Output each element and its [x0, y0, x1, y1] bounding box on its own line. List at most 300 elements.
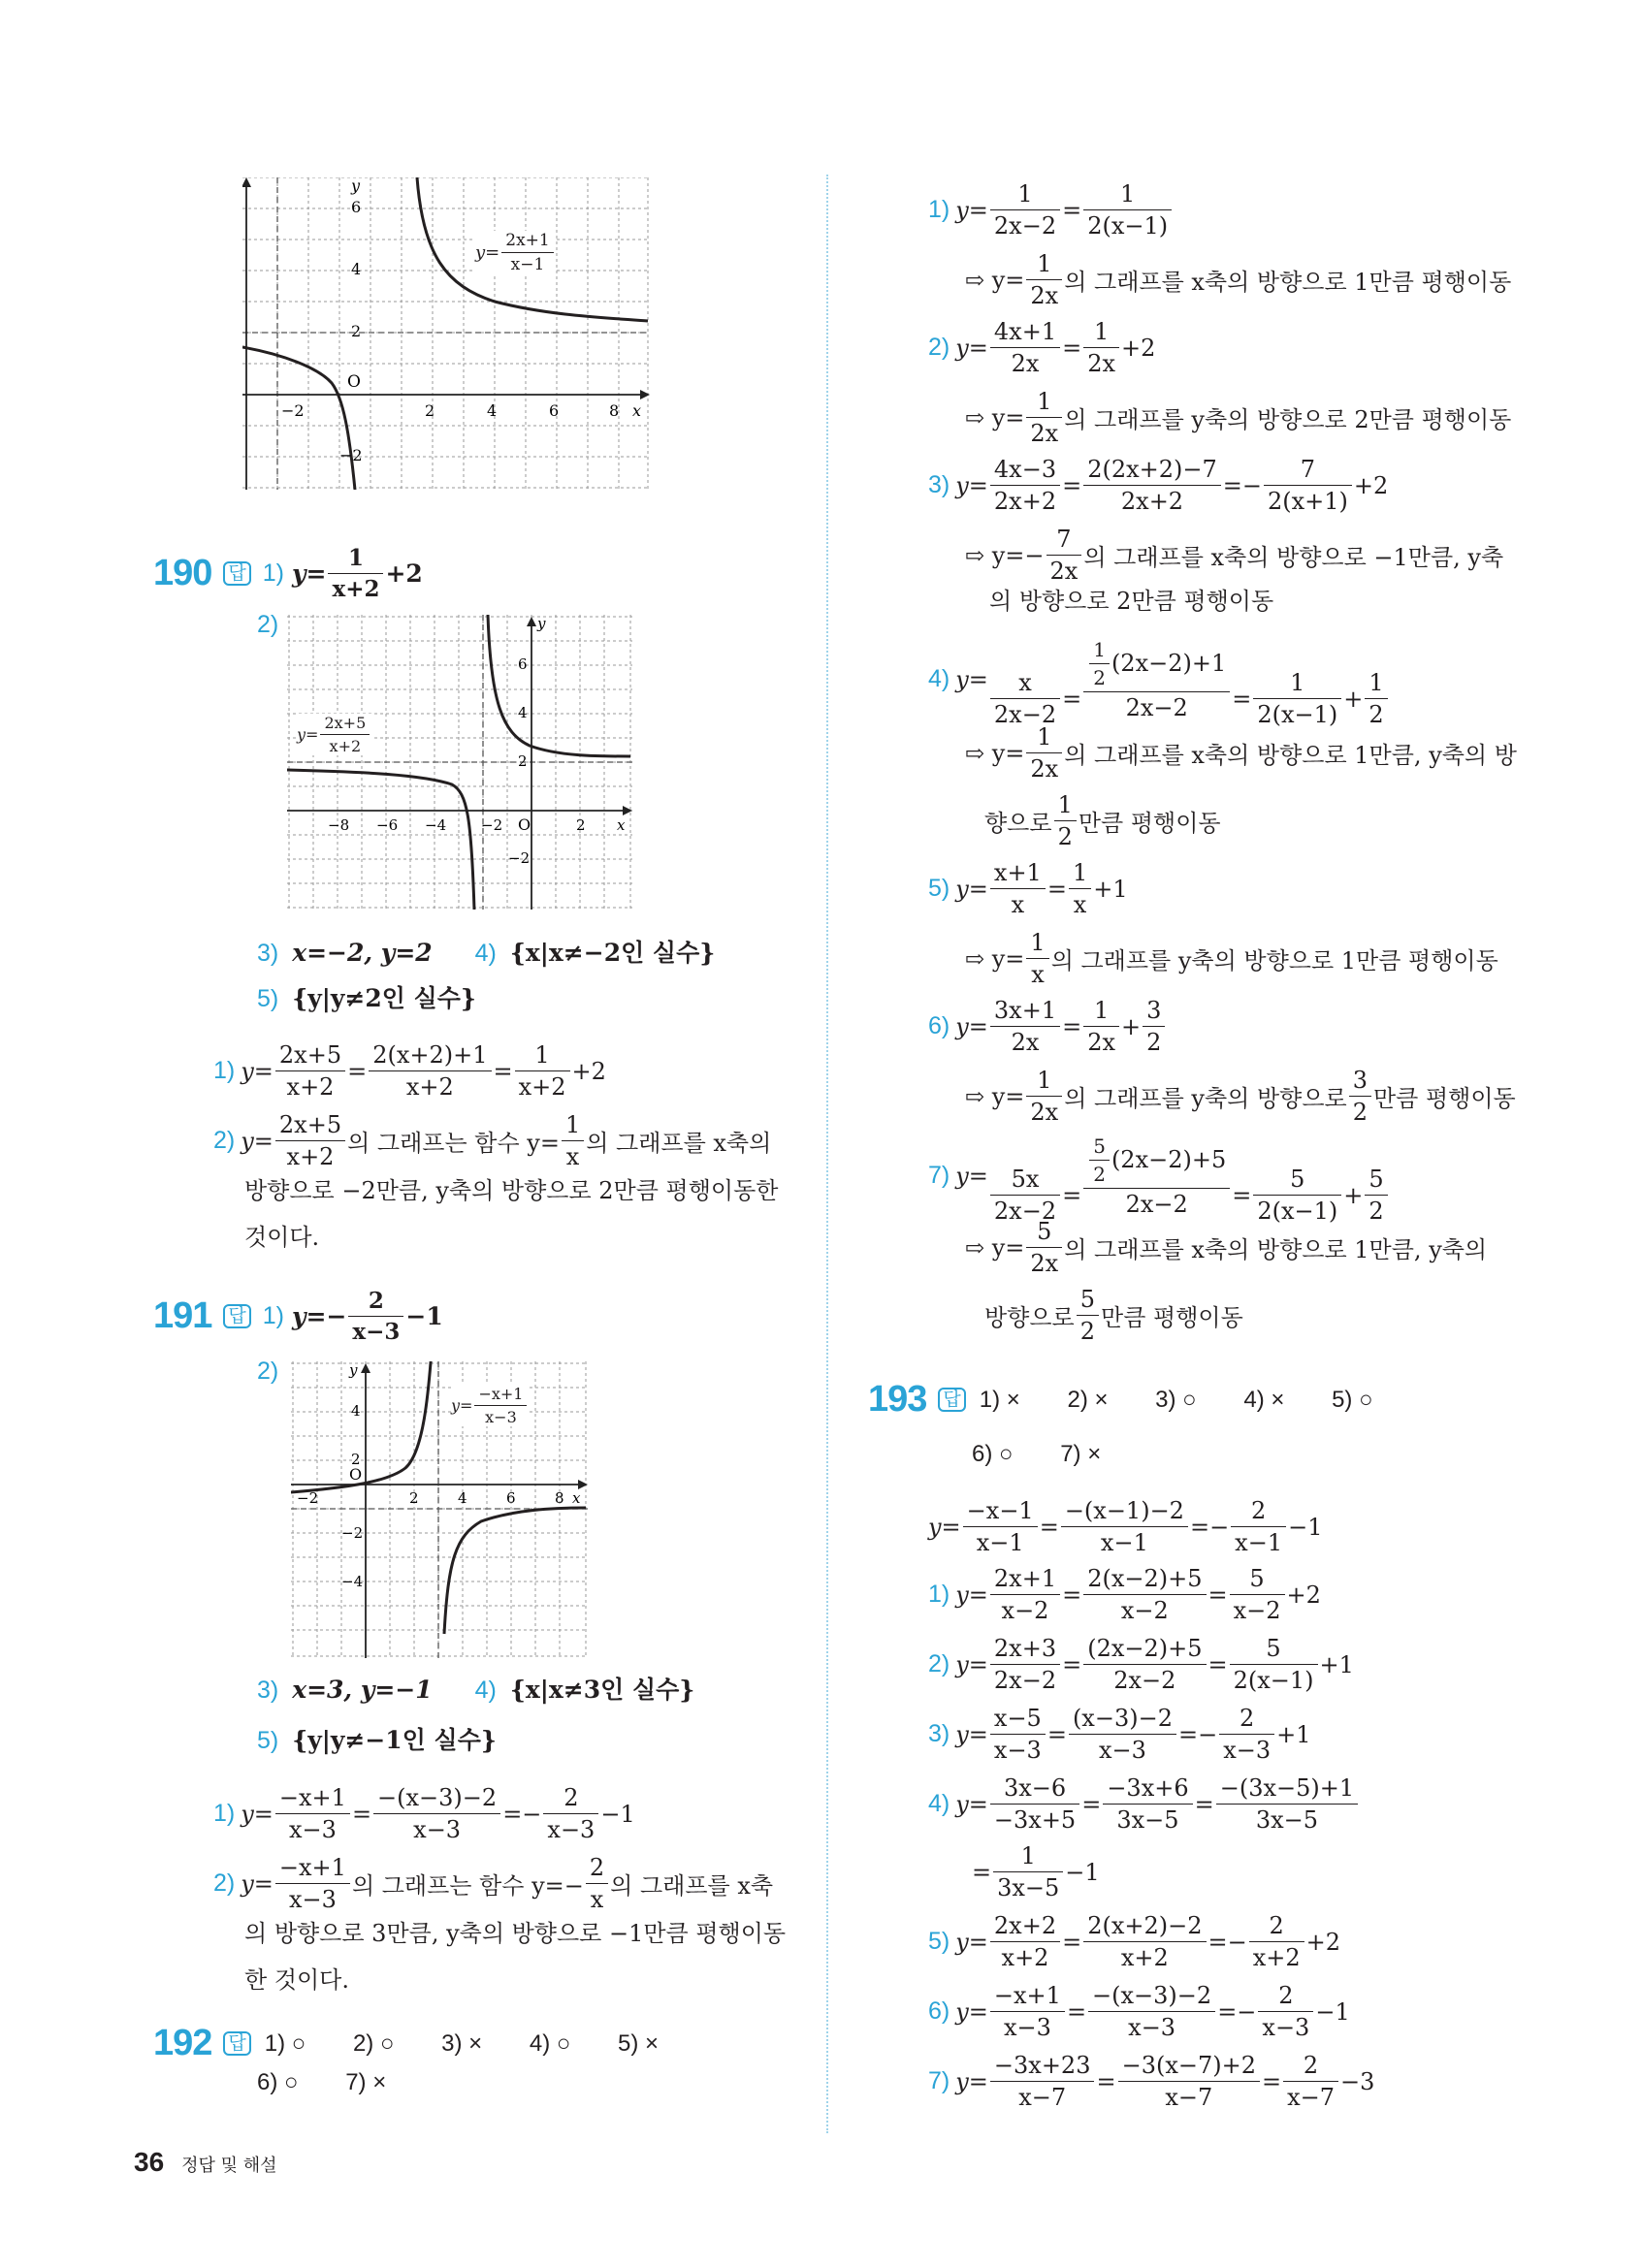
frac-num: 1	[990, 180, 1060, 210]
frac-num: 2(x−2)+5	[1083, 1565, 1206, 1595]
equals: =	[972, 1858, 992, 1886]
answer-badge: 답	[223, 2031, 250, 2057]
frac-num: 2(x+2)+1	[369, 1041, 491, 1071]
q192-s1-result	[965, 250, 1511, 309]
text: 의 그래프를 x축의	[586, 1130, 772, 1157]
equals: =	[1096, 2067, 1116, 2095]
frac-num: −(x−1)−2	[1061, 1497, 1188, 1527]
frac-den: x−3	[1262, 2014, 1310, 2041]
frac-num: 3x+1	[990, 997, 1060, 1027]
q192-s7-result-2	[984, 1286, 1243, 1345]
xtick: −2	[297, 1489, 319, 1507]
frac-den: x−7	[1287, 2084, 1336, 2111]
frac-den: 2(x−1)	[1087, 212, 1169, 240]
page-footer	[134, 2147, 277, 2178]
equals: =	[1062, 196, 1082, 224]
frac-num: 1	[562, 1111, 584, 1141]
equals: =	[1062, 1181, 1082, 1209]
suffix: −1	[600, 1800, 635, 1828]
frac-den: 2x	[1087, 350, 1116, 377]
explain-label: 7)	[928, 1162, 950, 1189]
equals: =	[1207, 1650, 1228, 1678]
frac-den: x−2	[1120, 1597, 1169, 1624]
q192-s4-result	[965, 723, 1517, 783]
text: (2x−2)+1	[1111, 650, 1227, 677]
frac-num: 1	[1026, 929, 1048, 959]
equals: =	[1194, 1790, 1214, 1818]
q190-answers-3-4	[257, 941, 715, 966]
frac-num: −x+1	[990, 1982, 1065, 2012]
plus: +	[1343, 685, 1364, 713]
answer-badge: 답	[938, 1388, 965, 1413]
frac-num: 1	[1083, 997, 1119, 1027]
equals: =	[1207, 1581, 1228, 1609]
q193-t4	[928, 1774, 1360, 1834]
answer-mark: 7) ×	[1060, 1441, 1102, 1467]
frac-den: x−7	[1018, 2084, 1067, 2111]
frac-num: 3	[1349, 1067, 1371, 1097]
ytick: −2	[339, 446, 363, 464]
frac-num: 1	[1083, 318, 1119, 348]
q192-s1	[928, 180, 1174, 240]
frac-den: 2x−2	[1113, 1667, 1176, 1694]
answer-mark: 5) ○	[1332, 1386, 1373, 1413]
frac-den: x−3	[288, 1816, 337, 1843]
frac-den: 2(x−1)	[1233, 1667, 1314, 1694]
explain-label: 2)	[928, 1650, 950, 1677]
frac-den: x	[1073, 891, 1087, 918]
frac-den: 2	[1352, 1099, 1368, 1126]
equals: =	[1066, 1997, 1087, 2026]
suffix: +1	[1093, 875, 1128, 903]
text: 만큼 평행이동	[1078, 810, 1221, 837]
equals: =	[1189, 1513, 1210, 1541]
explain-label: 1)	[213, 1057, 236, 1084]
ytick: −2	[341, 1524, 364, 1542]
ytick: 2	[351, 322, 362, 340]
frac-den: x	[1031, 961, 1045, 988]
text: (2x−2)+5	[1111, 1146, 1227, 1173]
frac-den: 2	[1146, 1029, 1162, 1056]
frac-num: 5	[1089, 1134, 1110, 1161]
frac-num: 5	[1230, 1565, 1285, 1595]
q192-s5	[928, 859, 1128, 918]
frac-num: 7	[1264, 456, 1352, 486]
answer-5: {y|y≠2인 실수}	[292, 984, 476, 1012]
frac-den: x+2	[1001, 1944, 1049, 1971]
curve-label-prefix: y=	[297, 725, 319, 744]
answer-mark: 2) ○	[352, 2029, 395, 2057]
xtick: 2	[425, 401, 435, 420]
explain-label: 5)	[928, 1928, 950, 1955]
frac-num: 2	[1231, 1497, 1286, 1527]
ytick: −2	[508, 849, 531, 867]
graph-top-curve-label	[475, 231, 556, 274]
answer-1-den: x−3	[352, 1319, 401, 1345]
equals: =	[1039, 1513, 1059, 1541]
frac-den: 2x	[1030, 1250, 1059, 1277]
suffix: +1	[1276, 1720, 1311, 1748]
explain-label: 4)	[928, 665, 950, 692]
frac-num: −x+1	[275, 1784, 350, 1814]
frac-den: 2x	[1049, 558, 1079, 585]
frac-num: 2(x+2)−2	[1083, 1912, 1206, 1942]
equals: =	[1207, 1928, 1228, 1956]
frac-num: 1	[1026, 1067, 1062, 1097]
answer-2-label: 2)	[257, 611, 279, 638]
text: 만큼 평행이동	[1372, 1085, 1516, 1112]
arrow-prefix: ⇨ y=	[965, 944, 1025, 973]
frac-den: 2(x−1)	[1257, 701, 1338, 728]
sign: −	[1241, 471, 1262, 499]
suffix: +2	[1353, 471, 1389, 499]
answer-4-label: 4)	[474, 1677, 497, 1704]
answer-3-label: 3)	[257, 940, 279, 967]
answer-3-label: 3)	[257, 1677, 279, 1704]
answer-1-suffix: +2	[385, 559, 423, 588]
answer-mark: 3) ×	[441, 2029, 483, 2057]
frac-den: 2	[1368, 1198, 1384, 1225]
frac-num: 7	[1046, 526, 1082, 556]
equals: =	[1261, 2067, 1282, 2095]
frac-den: 2x+2	[993, 488, 1057, 515]
frac-num: 1	[1083, 180, 1172, 210]
frac-den: 2	[1079, 1318, 1096, 1345]
frac-num: 5	[1365, 1166, 1387, 1196]
q191-answer-5	[257, 1728, 497, 1753]
lhs: y=	[955, 1790, 988, 1818]
equals: =	[1217, 1997, 1238, 2026]
q192-s2-result	[965, 388, 1511, 447]
xtick: −6	[376, 816, 399, 834]
frac-den: x−7	[1165, 2084, 1213, 2111]
answer-1-suffix: −1	[405, 1302, 443, 1330]
ytick: 2	[351, 1451, 361, 1468]
answer-mark: 2) ×	[1067, 1386, 1109, 1413]
frac-num: (x−3)−2	[1069, 1705, 1176, 1735]
q192-s6	[928, 997, 1167, 1056]
lhs: y=	[955, 471, 988, 499]
frac-num: 1	[1026, 388, 1062, 418]
frac-num: 2	[1283, 2052, 1338, 2082]
explain-label: 5)	[928, 875, 950, 902]
frac-den: 2	[1093, 1162, 1106, 1186]
question-number: 191	[153, 1295, 212, 1336]
xtick: 6	[549, 401, 560, 420]
lhs: y=	[241, 1057, 274, 1085]
q191-answers-3-4	[257, 1677, 694, 1703]
q192-header	[153, 2023, 699, 2064]
sign: −	[1198, 1720, 1218, 1748]
sign: −	[522, 1800, 542, 1828]
arrow-prefix: ⇨ y=	[965, 266, 1025, 294]
equals: =	[1081, 1790, 1102, 1818]
equals: =	[1232, 1181, 1252, 1209]
suffix: −1	[1288, 1513, 1323, 1541]
graph-191-curve-label	[451, 1385, 529, 1426]
answer-5-label: 5)	[257, 985, 279, 1012]
xtick: −2	[481, 816, 503, 834]
question-number: 193	[868, 1379, 927, 1420]
q193-general	[928, 1497, 1322, 1556]
suffix: +2	[1121, 334, 1156, 362]
frac-num: 2	[543, 1784, 598, 1814]
q192-s4-result-2	[984, 791, 1221, 850]
xtick: 4	[458, 1489, 467, 1507]
lhs: y=	[241, 1127, 274, 1155]
xtick: −2	[281, 401, 305, 420]
frac-den: x−1	[1235, 1529, 1283, 1556]
text: 의 그래프는 함수 y=	[347, 1130, 560, 1157]
suffix: −1	[1065, 1858, 1100, 1886]
frac-den: x−3	[1223, 1737, 1272, 1764]
curve-right-branch	[488, 615, 630, 756]
explain-label: 2)	[213, 1127, 236, 1154]
frac-den: 2x−2	[1125, 693, 1188, 721]
curve-label-num: 2x+5	[320, 714, 370, 735]
question-number: 192	[153, 2023, 212, 2063]
frac-num: 2x+5	[275, 1041, 345, 1071]
suffix: +1	[1319, 1650, 1354, 1678]
answer-3: x=−2, y=2	[292, 939, 433, 967]
frac-num: −(3x−5)+1	[1216, 1774, 1358, 1805]
xtick: −4	[425, 816, 447, 834]
axis-y-label: y	[537, 615, 546, 632]
explain-label: 3)	[928, 1720, 950, 1747]
xtick: 2	[576, 816, 586, 834]
frac-den: x−3	[1128, 2014, 1176, 2041]
frac-num: 5	[1026, 1218, 1062, 1248]
answer-1-den: x+2	[332, 576, 380, 602]
frac-num: 1	[1253, 669, 1341, 699]
lhs: y=	[955, 334, 988, 362]
frac-den: 3x−5	[997, 1874, 1060, 1901]
lhs: y=	[955, 665, 988, 693]
arrow-prefix: ⇨ y=	[965, 1233, 1025, 1262]
frac-num: 2	[1249, 1912, 1304, 1942]
frac-den: x	[1011, 891, 1025, 918]
q190-header	[153, 545, 423, 602]
answer-badge: 답	[223, 561, 250, 587]
page-number: 36	[134, 2147, 165, 2177]
frac-den: x+2	[1252, 1944, 1301, 1971]
answer-2-label: 2)	[257, 1358, 279, 1385]
curve-label-prefix: y=	[451, 1396, 473, 1415]
frac-den: 2x	[1030, 1099, 1059, 1126]
explain-label: 1)	[213, 1800, 236, 1827]
axis-y-label: y	[351, 177, 361, 195]
equals: =	[347, 1057, 368, 1085]
frac-den: −3x+5	[993, 1806, 1077, 1834]
frac-den: 2x	[1011, 1029, 1040, 1056]
q193-t3	[928, 1705, 1311, 1764]
equals: =	[502, 1800, 523, 1828]
q190-explain-2	[213, 1111, 771, 1170]
frac-num: 2x+1	[990, 1565, 1060, 1595]
answer-mark: 1) ○	[264, 2029, 306, 2057]
frac-den: 2x−2	[993, 1667, 1057, 1694]
explain-label: 1)	[928, 196, 950, 223]
origin-label: O	[347, 372, 361, 392]
frac-den: x−3	[547, 1816, 596, 1843]
explain-label: 3)	[928, 471, 950, 498]
equals: =	[1062, 1581, 1082, 1609]
frac-den: 3x−5	[1255, 1806, 1319, 1834]
text: 의 그래프를 y축의 방향으로	[1064, 1085, 1347, 1112]
lhs: y=	[928, 1513, 961, 1541]
xtick: 2	[409, 1489, 419, 1507]
frac-den: x+2	[1120, 1944, 1169, 1971]
axis-x-label: x	[632, 401, 642, 420]
equals: =	[493, 1057, 513, 1085]
suffix: +2	[1305, 1928, 1341, 1956]
explain-text-line: 것이다.	[244, 1224, 320, 1251]
answer-mark: 1) ×	[979, 1386, 1020, 1413]
frac-num: 2	[1219, 1705, 1274, 1735]
text: 의 그래프를 y축의 방향으로 1만큼 평행이동	[1050, 947, 1498, 974]
q193-t5	[928, 1912, 1340, 1971]
frac-num	[1083, 638, 1230, 692]
frac-den: 2x−2	[993, 212, 1057, 240]
text: 의 그래프를 x축의 방향으로 1만큼, y축의 방	[1064, 742, 1517, 769]
lhs: y=	[955, 875, 988, 903]
answer-4: {x|x≠3인 실수}	[509, 1676, 695, 1704]
equals: =	[1062, 471, 1082, 499]
frac-den: 2	[1057, 823, 1073, 850]
q192-s6-result	[965, 1067, 1516, 1126]
frac-num: 1	[1026, 723, 1062, 753]
explain-text-line: 방향으로 −2만큼, y축의 방향으로 2만큼 평행이동한	[244, 1177, 779, 1204]
plus: +	[1343, 1181, 1364, 1209]
frac-den: x−1	[976, 1529, 1024, 1556]
frac-den: x−3	[1003, 2014, 1051, 2041]
q193-t2	[928, 1635, 1354, 1694]
question-number: 190	[153, 553, 212, 593]
answer-4-label: 4)	[474, 940, 497, 967]
frac-den: 2x	[1087, 1029, 1116, 1056]
frac-num: 4x−3	[990, 456, 1060, 486]
frac-den: x	[590, 1886, 604, 1913]
explain-label: 4)	[928, 1790, 950, 1817]
frac-den: 3x−5	[1116, 1806, 1179, 1834]
lhs: y=	[955, 2067, 988, 2095]
answer-1-prefix: y=−	[292, 1302, 347, 1330]
xtick: 6	[506, 1489, 516, 1507]
text: 의 그래프를 x축	[610, 1872, 774, 1900]
equals: =	[1046, 1720, 1067, 1748]
frac-num: 5x	[990, 1166, 1060, 1196]
answer-label: 1)	[262, 559, 284, 587]
answer-marks-row2	[257, 2071, 427, 2094]
lhs: y=	[955, 1012, 988, 1040]
q192-s3-result	[965, 526, 1503, 585]
frac-den: 2	[1368, 701, 1384, 728]
answer-mark: 3) ○	[1155, 1386, 1197, 1413]
lhs: y=	[955, 1650, 988, 1678]
frac-den: x−2	[1233, 1597, 1281, 1624]
text: 의 그래프를 x축의 방향으로 1만큼, y축의	[1064, 1236, 1488, 1263]
curve-label-num: −x+1	[474, 1385, 527, 1406]
frac-num: 2x+5	[275, 1111, 345, 1141]
xtick: 4	[487, 401, 498, 420]
curve-label-den: x+2	[329, 737, 362, 755]
q191-explain-2	[213, 1854, 773, 1913]
suffix: +2	[571, 1057, 606, 1085]
frac-num: −x−1	[963, 1497, 1038, 1527]
answer-1-num: 1	[328, 545, 383, 574]
q190-explain-1	[213, 1041, 606, 1101]
equals: =	[351, 1800, 372, 1828]
answer-marks-row2	[972, 1443, 1142, 1466]
graph-191	[291, 1361, 588, 1658]
arrow-prefix: ⇨ y=−	[965, 541, 1045, 569]
frac-den: 2x	[1030, 420, 1059, 447]
explain-text-line: 의 방향으로 3만큼, y축의 방향으로 −1만큼 평행이동	[244, 1920, 787, 1947]
frac-num: 2x+2	[990, 1912, 1060, 1942]
ytick: 4	[351, 260, 362, 278]
origin-label: O	[518, 815, 531, 834]
frac-den: 2x+2	[1120, 488, 1184, 515]
answer-mark: 6) ○	[257, 2069, 299, 2095]
frac-num: x−5	[990, 1705, 1046, 1735]
frac-num: 1	[1069, 859, 1091, 889]
arrow-prefix: ⇨ y=	[965, 1082, 1025, 1110]
frac-num: 5	[1253, 1166, 1341, 1196]
equals: =	[1177, 1720, 1199, 1748]
explain-label: 1)	[928, 1581, 950, 1608]
frac-num: 5	[1077, 1286, 1099, 1316]
explain-label: 6)	[928, 1997, 950, 2025]
lhs: y=	[955, 196, 988, 224]
frac-num: 1	[515, 1041, 570, 1071]
answer-badge: 답	[223, 1304, 250, 1329]
axis-x-label: x	[572, 1489, 581, 1507]
q192-s4	[928, 630, 1390, 728]
q192-s5-result	[965, 929, 1498, 988]
frac-num: −3x+23	[990, 2052, 1095, 2082]
equals: =	[1046, 875, 1067, 903]
lhs: y=	[955, 1162, 988, 1190]
q190-answer-5	[257, 986, 476, 1011]
arrow-prefix: ⇨ y=	[965, 403, 1025, 431]
curve-label-den: x−3	[485, 1408, 517, 1426]
equals: =	[1062, 334, 1082, 362]
answer-1-prefix: y=	[292, 559, 327, 588]
equals: =	[1222, 471, 1242, 499]
equals: =	[1062, 1650, 1082, 1678]
answer-5-label: 5)	[257, 1727, 279, 1754]
xtick: 8	[609, 401, 620, 420]
text: 방향으로	[984, 1304, 1075, 1331]
answer-label: 1)	[262, 1302, 284, 1329]
frac-num: −(x−3)−2	[373, 1784, 500, 1814]
frac-num: −3(x−7)+2	[1118, 2052, 1260, 2082]
axis-x-label: x	[617, 816, 626, 834]
lhs: y=	[241, 1800, 274, 1828]
graph-top-plot	[242, 177, 650, 490]
answer-5: {y|y≠−1인 실수}	[292, 1726, 497, 1754]
lhs: y=	[955, 1720, 988, 1748]
equals: =	[1062, 1012, 1082, 1040]
frac-num: 1	[1026, 250, 1062, 280]
graph-190-curve-label	[297, 714, 371, 755]
plus: +	[1121, 1012, 1142, 1040]
frac-den: x+2	[405, 1073, 454, 1101]
frac-den: 2x	[1030, 282, 1059, 309]
lhs: y=	[955, 1997, 988, 2026]
arrow-prefix: ⇨ y=	[965, 739, 1025, 767]
explain-label: 2)	[213, 1869, 236, 1897]
